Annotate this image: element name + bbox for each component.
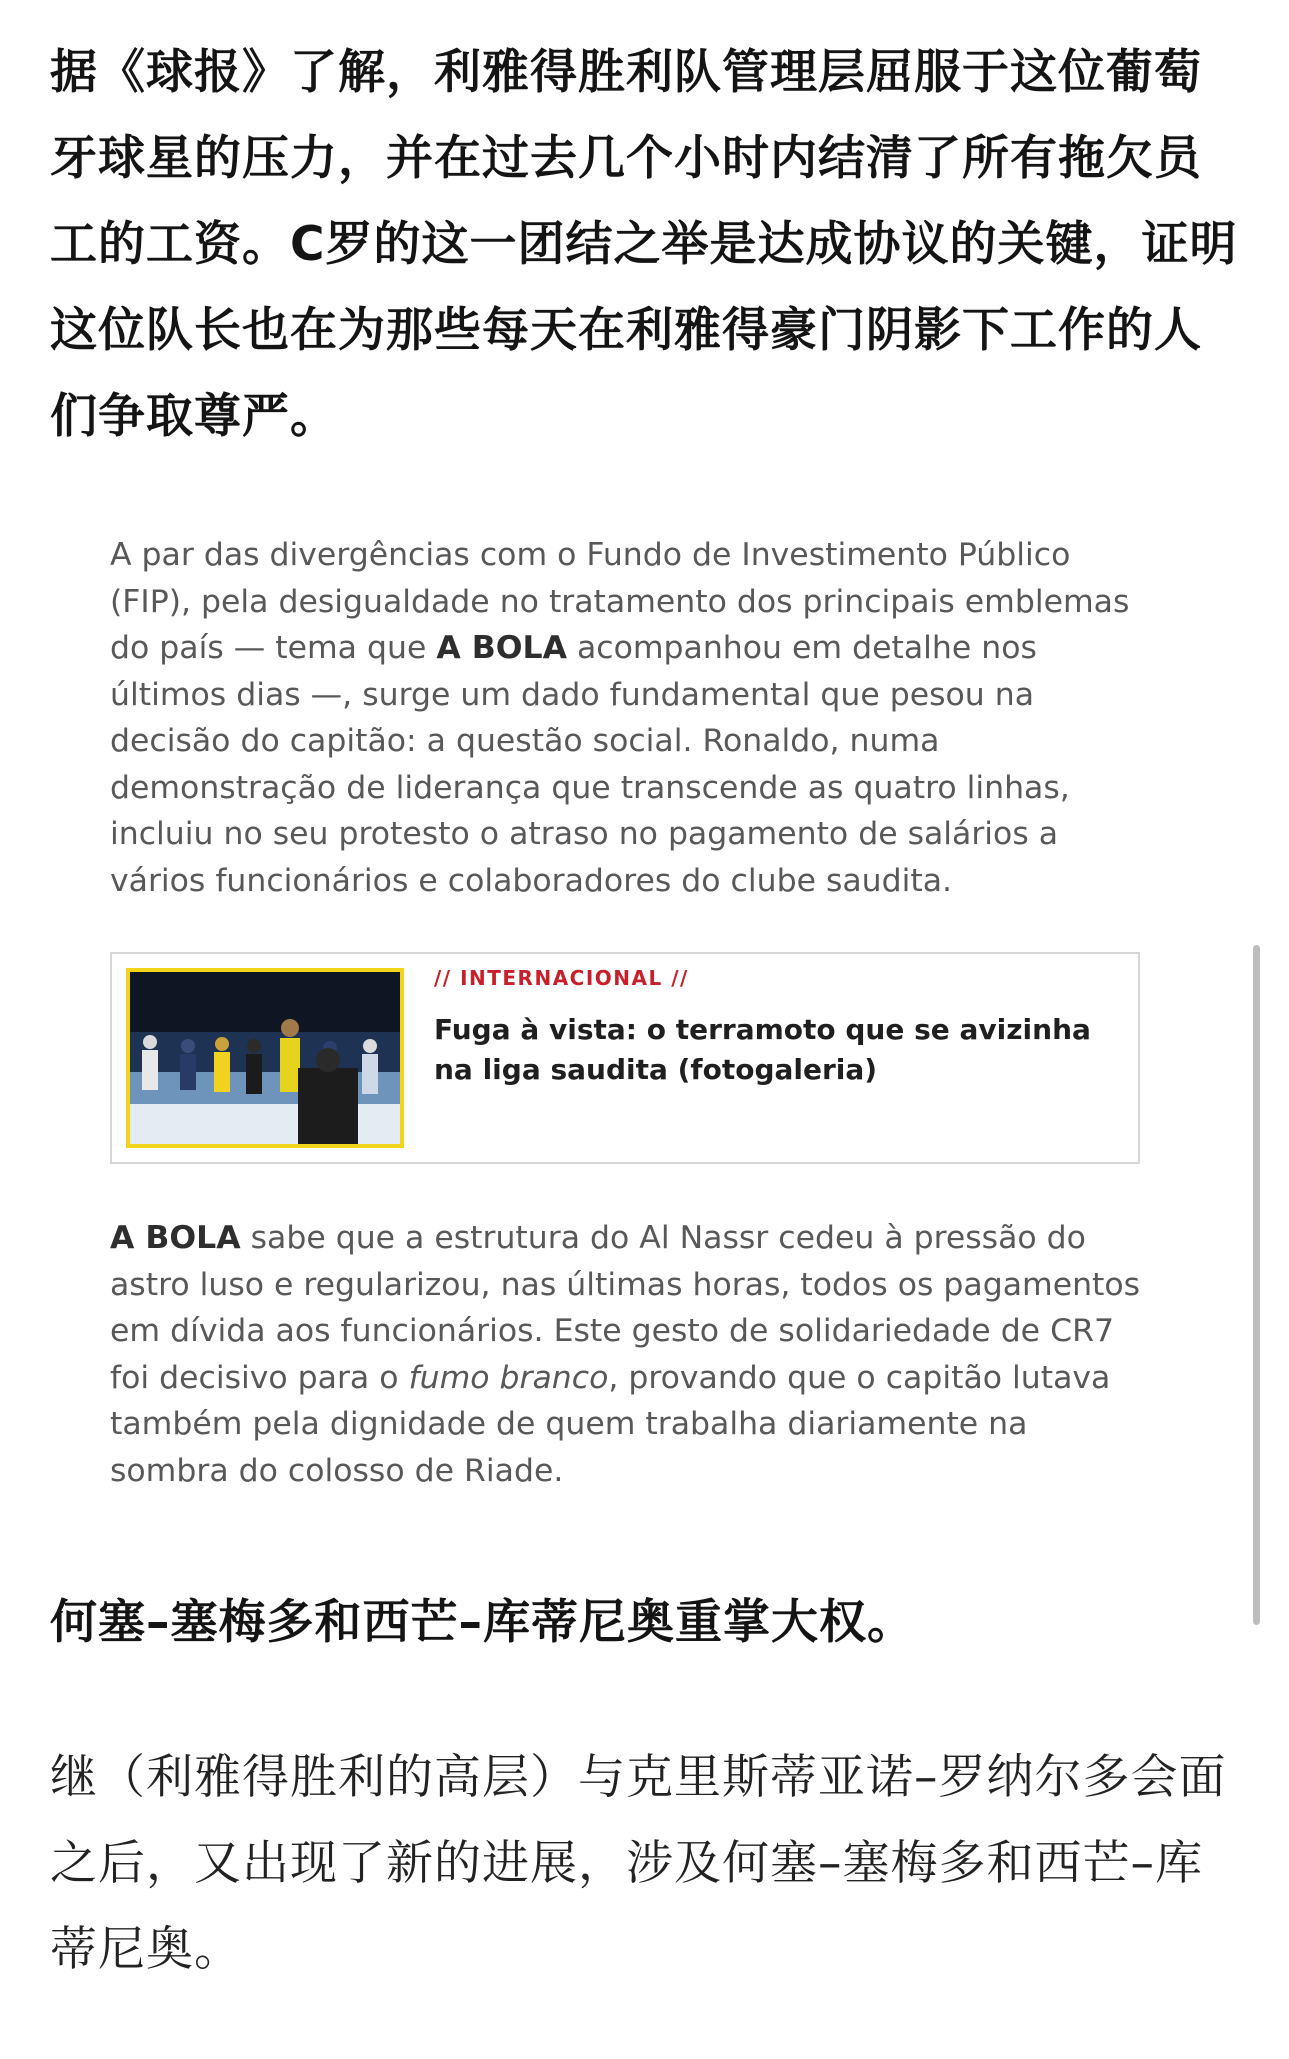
vertical-scrollbar[interactable]: [1253, 945, 1260, 1625]
pt-para-1-text-b: acompanhou em detalhe nos últimos dias —, surge um dado fundamental que pesou na decisão do capitão: a questão social. Ronaldo, numa demonstração de liderança que transcende as quatro linhas, incluiu no seu protesto o atraso no pagamento de salários a vários funcionários e colaboradores do clube saudita.: [110, 630, 1070, 899]
chinese-paragraph-2: 继（利雅得胜利的高层）与克里斯蒂亚诺–罗纳尔多会面之后，又出现了新的进展，涉及何塞–塞梅多和西芒–库蒂尼奥。: [50, 1750, 1227, 1977]
pt-para-2-text-a: sabe que a estrutura do Al Nassr cedeu à pressão do astro luso e regularizou, nas últimas horas, todos os pagamentos em dívida aos funcionários. Este gesto de solidariedade de CR7 foi decisivo para o: [110, 1220, 1141, 1396]
pt-para-1-text-a: A par das divergências com o Fundo de Investimento Público (FIP), pela desigualdade no tratamento dos principais emblemas do país — tema que: [110, 537, 1130, 666]
brand-a-bola: A BOLA: [110, 1220, 241, 1256]
chinese-paragraph-1: 据《球报》了解，利雅得胜利队管理层屈服于这位葡萄牙球星的压力，并在过去几个小时内结清了所有拖欠员工的工资。C罗的这一团结之举是达成协议的关键，证明这位队长也在为那些每天在利雅得豪门阴影下工作的人们争取尊严。: [50, 45, 1238, 444]
portuguese-paragraph-1: [110, 532, 1155, 904]
football-players-photo-icon: [130, 972, 400, 1144]
portuguese-paragraph-2: [110, 1215, 1155, 1494]
pt-para-2-italic-phrase: fumo branco: [408, 1359, 609, 1396]
pt-para-2-text-b: , provando que o capitão lutava também pela dignidade de quem trabalha diariamente na sombra do colosso de Riade.: [110, 1359, 1111, 1489]
related-article-category: // INTERNACIONAL //: [434, 966, 689, 990]
related-article-card[interactable]: [110, 952, 1140, 1164]
related-article-title-link[interactable]: Fuga à vista: o terramoto que se avizinha na liga saudita (fotogaleria): [434, 1013, 1091, 1086]
related-article-thumbnail: [126, 968, 404, 1148]
brand-a-bola: A BOLA: [436, 630, 567, 666]
section-heading: 何塞–塞梅多和西芒–库蒂尼奥重掌大权。: [50, 1595, 915, 1650]
